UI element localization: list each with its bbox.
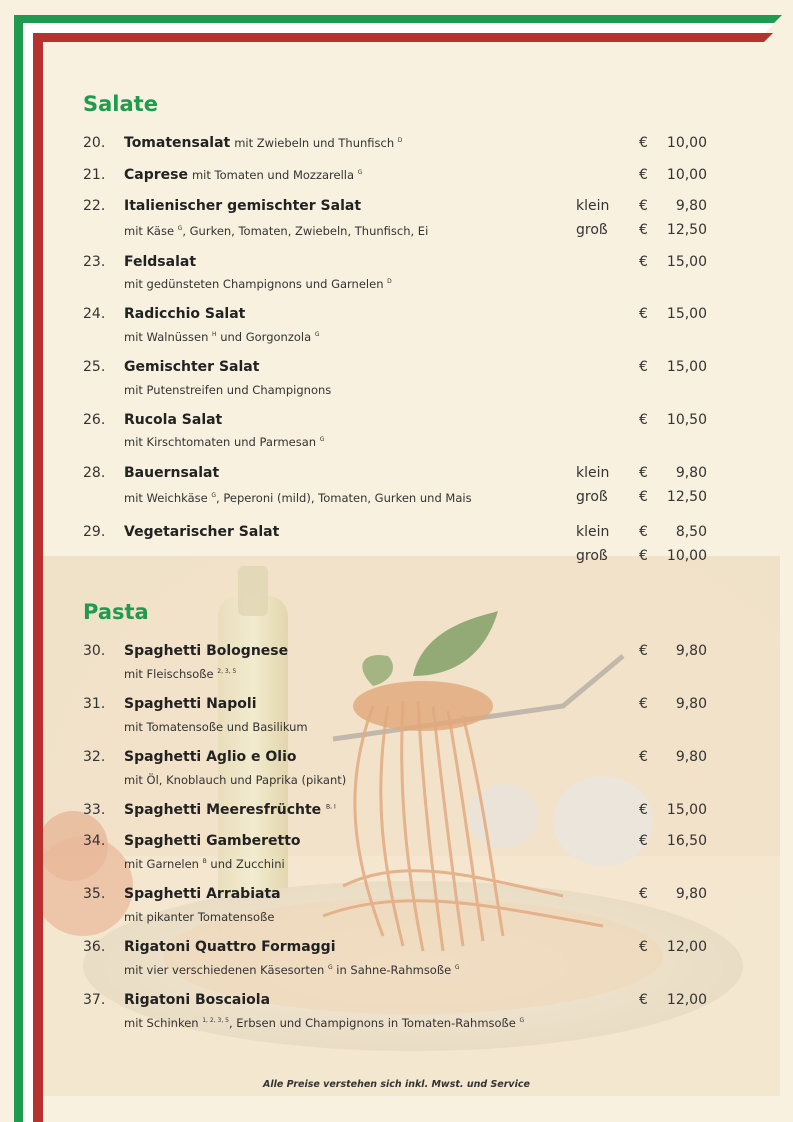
item-price: 12,50 bbox=[666, 222, 707, 238]
item-description: mit Putenstreifen und Champignons bbox=[124, 383, 332, 397]
item-description: mit Schinken $^{1, 2, 3, 5}$, Erbsen und Champignons in Tomaten-Rahmsoße $^G$ bbox=[124, 1016, 525, 1030]
italian-flag-red-stripe-top bbox=[33, 33, 773, 42]
item-price: 9,80 bbox=[675, 696, 707, 712]
section-title-salads: Salate bbox=[83, 92, 158, 116]
size-label: klein bbox=[576, 465, 610, 481]
currency-symbol: € bbox=[639, 992, 648, 1008]
item-number: 25. bbox=[83, 359, 106, 375]
size-label: groß bbox=[576, 222, 608, 238]
item-price: 8,50 bbox=[675, 524, 707, 540]
item-description: mit Kirschtomaten und Parmesan $^G$ bbox=[124, 435, 325, 449]
currency-symbol: € bbox=[639, 548, 648, 564]
item-name: Spaghetti Bolognese bbox=[124, 643, 289, 659]
currency-symbol: € bbox=[639, 254, 648, 270]
currency-symbol: € bbox=[639, 643, 648, 659]
currency-symbol: € bbox=[639, 465, 648, 481]
currency-symbol: € bbox=[639, 306, 648, 322]
item-number: 35. bbox=[83, 886, 106, 902]
item-description: mit gedünsteten Champignons und Garnelen $^D$ bbox=[124, 277, 392, 291]
item-number: 33. bbox=[83, 802, 106, 818]
item-number: 34. bbox=[83, 833, 106, 849]
item-description: mit Walnüssen $^H$ und Gorgonzola $^G$ bbox=[124, 330, 320, 344]
currency-symbol: € bbox=[639, 198, 648, 214]
item-number: 21. bbox=[83, 167, 106, 183]
item-name: Gemischter Salat bbox=[124, 359, 260, 375]
currency-symbol: € bbox=[639, 524, 648, 540]
item-price: 9,80 bbox=[675, 886, 707, 902]
size-label: klein bbox=[576, 524, 610, 540]
currency-symbol: € bbox=[639, 886, 648, 902]
item-name: Caprese mit Tomaten und Mozzarella $^G$ bbox=[124, 167, 363, 183]
item-name: Feldsalat bbox=[124, 254, 197, 270]
item-price: 15,00 bbox=[666, 306, 707, 322]
item-name: Spaghetti Arrabiata bbox=[124, 886, 281, 902]
item-number: 31. bbox=[83, 696, 106, 712]
italian-flag-white-stripe-left bbox=[23, 23, 33, 1122]
size-label: groß bbox=[576, 548, 608, 564]
price-footnote: Alle Preise verstehen sich inkl. Mwst. und Service bbox=[263, 1079, 530, 1090]
item-number: 23. bbox=[83, 254, 106, 270]
item-description: mit Öl, Knoblauch und Paprika (pikant) bbox=[124, 773, 347, 787]
italian-flag-white-stripe-top bbox=[23, 23, 775, 33]
currency-symbol: € bbox=[639, 749, 648, 765]
item-price: 16,50 bbox=[666, 833, 707, 849]
currency-symbol: € bbox=[639, 939, 648, 955]
item-number: 32. bbox=[83, 749, 106, 765]
item-number: 20. bbox=[83, 135, 106, 151]
currency-symbol: € bbox=[639, 412, 648, 428]
item-number: 37. bbox=[83, 992, 106, 1008]
item-number: 22. bbox=[83, 198, 106, 214]
item-number: 26. bbox=[83, 412, 106, 428]
item-price: 9,80 bbox=[675, 465, 707, 481]
section-title-pasta: Pasta bbox=[83, 600, 149, 624]
item-price: 12,00 bbox=[666, 992, 707, 1008]
italian-flag-green-stripe-left bbox=[14, 15, 23, 1122]
item-name: Rigatoni Boscaiola bbox=[124, 992, 271, 1008]
item-description: mit Käse $^G$, Gurken, Tomaten, Zwiebeln, Thunfisch, Ei bbox=[124, 224, 429, 238]
currency-symbol: € bbox=[639, 696, 648, 712]
italian-flag-red-stripe-left bbox=[33, 33, 43, 1122]
item-price: 12,00 bbox=[666, 939, 707, 955]
currency-symbol: € bbox=[639, 167, 648, 183]
item-name: Vegetarischer Salat bbox=[124, 524, 280, 540]
item-name: Italienischer gemischter Salat bbox=[124, 198, 362, 214]
item-name: Radicchio Salat bbox=[124, 306, 246, 322]
currency-symbol: € bbox=[639, 833, 648, 849]
item-name: Spaghetti Napoli bbox=[124, 696, 257, 712]
item-price: 15,00 bbox=[666, 254, 707, 270]
item-number: 36. bbox=[83, 939, 106, 955]
currency-symbol: € bbox=[639, 802, 648, 818]
item-name: Spaghetti Aglio e Olio bbox=[124, 749, 297, 765]
item-price: 15,00 bbox=[666, 802, 707, 818]
item-price: 10,00 bbox=[666, 167, 707, 183]
item-name: Rucola Salat bbox=[124, 412, 223, 428]
item-price: 9,80 bbox=[675, 643, 707, 659]
size-label: klein bbox=[576, 198, 610, 214]
item-description: mit Garnelen $^B$ und Zucchini bbox=[124, 857, 285, 871]
item-price: 12,50 bbox=[666, 489, 707, 505]
item-number: 30. bbox=[83, 643, 106, 659]
item-description: mit Tomatensoße und Basilikum bbox=[124, 720, 308, 734]
currency-symbol: € bbox=[639, 359, 648, 375]
currency-symbol: € bbox=[639, 135, 648, 151]
spaghetti-photo bbox=[43, 556, 780, 1096]
item-description: mit pikanter Tomatensoße bbox=[124, 910, 275, 924]
item-name: Tomatensalat mit Zwiebeln und Thunfisch $^D$ bbox=[124, 135, 403, 151]
item-name: Bauernsalat bbox=[124, 465, 220, 481]
currency-symbol: € bbox=[639, 489, 648, 505]
currency-symbol: € bbox=[639, 222, 648, 238]
item-name: Spaghetti Gamberetto bbox=[124, 833, 301, 849]
item-number: 24. bbox=[83, 306, 106, 322]
item-price: 10,00 bbox=[666, 135, 707, 151]
item-name: Rigatoni Quattro Formaggi bbox=[124, 939, 336, 955]
item-number: 29. bbox=[83, 524, 106, 540]
item-description: mit vier verschiedenen Käsesorten $^G$ in Sahne-Rahmsoße $^G$ bbox=[124, 963, 460, 977]
item-price: 15,00 bbox=[666, 359, 707, 375]
size-label: groß bbox=[576, 489, 608, 505]
item-price: 9,80 bbox=[675, 198, 707, 214]
item-price: 10,50 bbox=[666, 412, 707, 428]
item-number: 28. bbox=[83, 465, 106, 481]
item-price: 10,00 bbox=[666, 548, 707, 564]
item-description: mit Fleischsoße $^{2, 3, 5}$ bbox=[124, 667, 237, 681]
item-name: Spaghetti Meeresfrüchte $^{B, I}$ bbox=[124, 802, 336, 818]
italian-flag-green-stripe-top bbox=[14, 15, 782, 23]
item-price: 9,80 bbox=[675, 749, 707, 765]
item-description: mit Weichkäse $^G$, Peperoni (mild), Tomaten, Gurken und Mais bbox=[124, 491, 472, 505]
